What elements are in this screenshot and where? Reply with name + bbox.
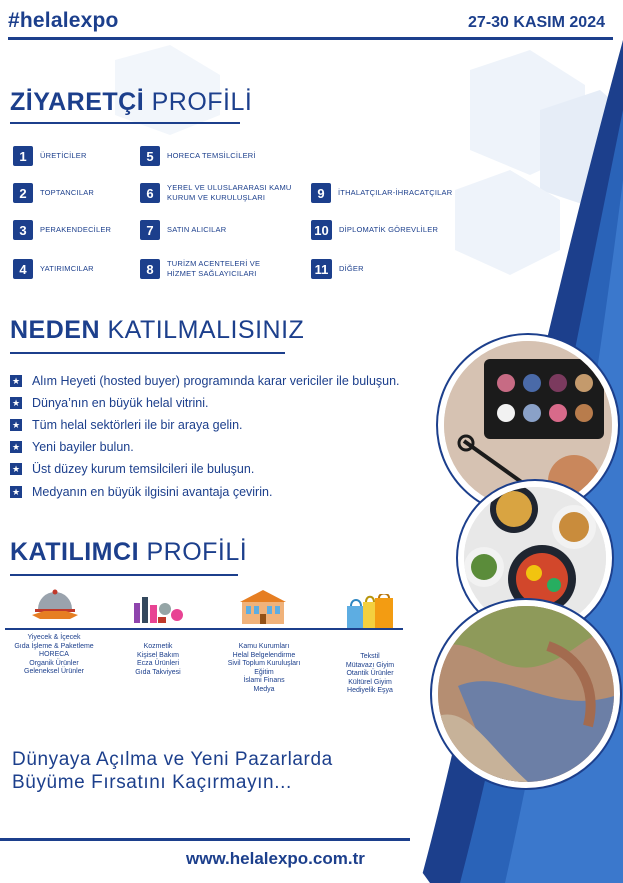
participant-title-underline	[10, 574, 238, 576]
category-line: Helal Belgelendirme	[232, 651, 296, 659]
reason-text: Üst düzey kurum temsilcileri ile buluşun.	[32, 462, 255, 476]
item-label: İTHALATÇILAR-İHRACATÇILAR	[338, 188, 453, 197]
item-number: 7	[140, 220, 160, 240]
visitor-item-7	[140, 220, 226, 240]
slogan	[12, 748, 333, 794]
visitor-title-bold: ZİYARETÇİ	[10, 88, 145, 116]
reason-text: Alım Heyeti (hosted buyer) programında karar vericiler ile buluşun.	[32, 374, 400, 388]
category-line: Medya	[253, 685, 275, 693]
item-label: YATIRIMCILAR	[40, 264, 94, 273]
participant-title-bold: KATILIMCI	[10, 538, 140, 566]
visitor-item-2	[13, 183, 94, 203]
category-line: Yiyecek & İçecek	[27, 634, 81, 641]
textile-photo	[432, 600, 620, 788]
visitor-item-6	[140, 183, 317, 203]
why-title	[10, 316, 304, 345]
item-number: 4	[13, 259, 33, 279]
why-title-bold: NEDEN	[10, 316, 101, 344]
item-number: 5	[140, 146, 160, 166]
category-line: HORECA	[39, 651, 69, 658]
category-line: Geleneksel Ürünler	[24, 668, 84, 675]
category-public	[212, 643, 316, 694]
item-number: 2	[13, 183, 33, 203]
visitor-item-3	[13, 220, 111, 240]
visitor-item-4	[13, 259, 94, 279]
item-label: HORECA TEMSİLCİLERİ	[167, 151, 256, 160]
visitor-item-1	[13, 146, 87, 166]
star-icon: ★	[11, 419, 21, 430]
item-number: 1	[13, 146, 33, 166]
item-number: 10	[311, 220, 332, 240]
reason-item	[10, 396, 209, 410]
star-icon: ★	[11, 486, 21, 497]
header-divider	[8, 37, 613, 40]
reason-item	[10, 485, 272, 499]
reason-text: Dünya’nın en büyük helal vitrini.	[32, 396, 209, 410]
reason-item	[10, 462, 254, 476]
category-line: Eğitim	[254, 668, 274, 676]
category-cosmetics	[110, 643, 206, 677]
category-textile	[322, 653, 418, 696]
star-icon: ★	[11, 397, 21, 408]
category-food	[0, 634, 108, 677]
category-line: Gıda Takviyesi	[135, 668, 181, 676]
item-label: DİPLOMATİK GÖREVLİLER	[339, 225, 439, 234]
item-label: YEREL VE ULUSLARARASI KAMU KURUM VE KURULUŞLARI	[167, 183, 292, 202]
category-line: Tekstil	[360, 653, 380, 660]
visitor-item-9	[311, 183, 452, 203]
star-icon: ★	[11, 463, 21, 474]
slogan-line-2: Büyüme Fırsatını Kaçırmayın...	[12, 772, 292, 793]
building-icon	[238, 588, 288, 626]
category-line: Organik Ürünler	[29, 659, 79, 667]
cloche-icon	[30, 585, 80, 621]
shopping-bags-icon	[345, 594, 395, 630]
category-line: Kişisel Bakım	[136, 651, 179, 659]
category-line: Gıda İşleme & Paketleme	[14, 642, 94, 650]
item-number: 6	[140, 183, 160, 203]
category-baseline	[5, 628, 403, 630]
hashtag-title: #helalexpo	[8, 9, 119, 32]
reason-text: Tüm helal sektörleri ile bir araya gelin.	[32, 418, 243, 432]
item-number: 9	[311, 183, 331, 203]
visitor-item-5	[140, 146, 256, 166]
item-label: SATIN ALICILAR	[167, 225, 227, 234]
visitor-item-8	[140, 259, 282, 279]
item-label: PERAKENDECİLER	[40, 225, 112, 234]
reason-text: Yeni bayiler bulun.	[32, 440, 134, 454]
slogan-line-1: Dünyaya Açılma ve Yeni Pazarlarda	[12, 749, 333, 770]
why-title-thin: KATILMALISINIZ	[107, 316, 305, 344]
category-line: Kamu Kurumları	[238, 643, 290, 650]
item-label: ÜRETİCİLER	[40, 151, 87, 160]
category-line: Hediyelik Eşya	[347, 687, 393, 694]
item-number: 11	[311, 259, 332, 279]
participant-profile-title	[10, 538, 247, 567]
website-url: www.helalexpo.com.tr	[186, 849, 365, 868]
visitor-profile-title	[10, 88, 252, 117]
participant-title-thin: PROFİLİ	[146, 538, 248, 566]
why-title-underline	[10, 352, 285, 354]
visitor-title-underline	[10, 122, 240, 124]
item-label: TURİZM ACENTELERİ VE HİZMET SAĞLAYICILARI	[167, 259, 261, 278]
event-dates: 27-30 KASIM 2024	[468, 14, 605, 31]
item-number: 8	[140, 259, 160, 279]
category-line: Kozmetik	[143, 643, 173, 650]
category-line: Mütavazı Giyim	[345, 661, 395, 669]
visitor-item-11	[311, 259, 364, 279]
visitor-title-thin: PROFİLİ	[151, 88, 253, 116]
reason-item	[10, 440, 134, 454]
category-line: Otantik Ürünler	[346, 670, 394, 677]
footer-divider	[0, 838, 410, 841]
reason-item	[10, 374, 400, 388]
item-label: DİĞER	[339, 264, 364, 273]
star-icon: ★	[11, 375, 21, 386]
category-line: İslami Finans	[243, 677, 285, 684]
star-icon: ★	[11, 441, 21, 452]
category-line: Sivil Toplum Kuruluşları	[227, 660, 301, 667]
reason-item	[10, 418, 243, 432]
category-line: Ecza Ürünleri	[136, 660, 179, 667]
cosmetics-icon	[132, 593, 184, 627]
item-number: 3	[13, 220, 33, 240]
item-label: TOPTANCILAR	[40, 188, 95, 197]
visitor-item-10	[311, 220, 438, 240]
reason-text: Medyanın en büyük ilgisini avantaja çevirin.	[32, 485, 273, 499]
category-line: Kültürel Giyim	[348, 678, 392, 686]
textile-photo-illustration	[438, 606, 614, 782]
